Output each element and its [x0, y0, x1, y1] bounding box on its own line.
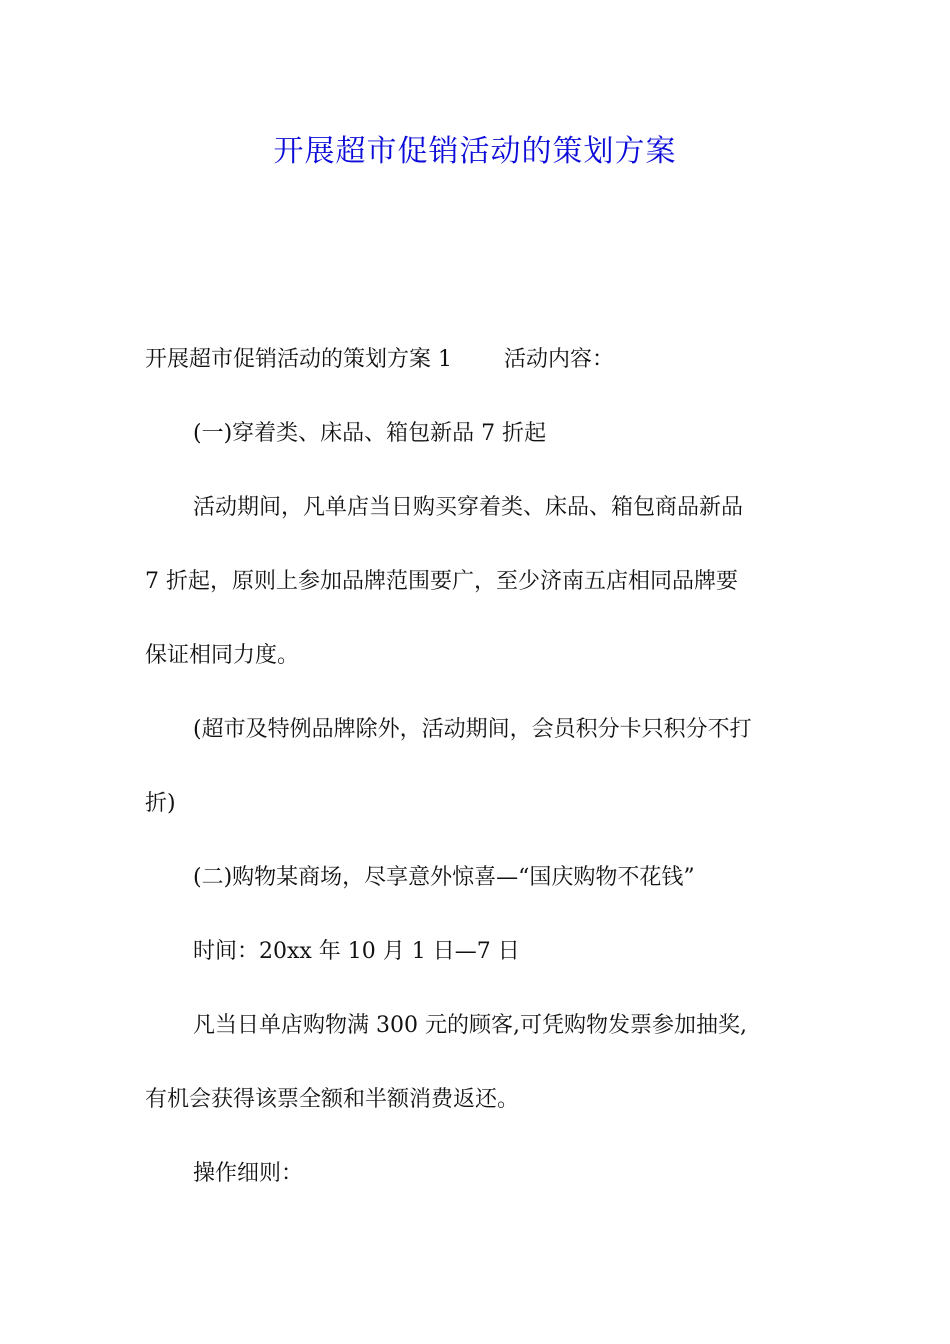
- paragraph-line: 操作细则：: [193, 1161, 304, 1186]
- paragraph-line: [145, 335, 810, 409]
- paragraph-line: 保证相同力度。: [145, 643, 300, 668]
- paragraph-line: 折): [145, 791, 176, 816]
- section-heading: 开展超市促销活动的策划方案 1: [145, 347, 452, 372]
- paragraph-line: (一)穿着类、床品、箱包新品 7 折起: [193, 421, 547, 446]
- paragraph-line: 活动期间，凡单店当日购买穿着类、床品、箱包商品新品: [193, 495, 744, 520]
- paragraph-line: 有机会获得该票全额和半额消费返还。: [145, 1087, 520, 1112]
- activity-content-label: 活动内容：: [504, 347, 615, 372]
- paragraph-line: (超市及特例品牌除外，活动期间，会员积分卡只积分不打: [193, 717, 752, 742]
- paragraph-line: 7 折起，原则上参加品牌范围要广，至少济南五店相同品牌要: [145, 569, 738, 594]
- paragraph-line: 时间：20xx 年 10 月 1 日—7 日: [193, 939, 520, 964]
- paragraph-line: (二)购物某商场，尽享意外惊喜—“国庆购物不花钱”: [193, 865, 695, 890]
- document-body: [145, 335, 810, 1223]
- paragraph-line: 凡当日单店购物满 300 元的顾客,可凭购物发票参加抽奖,: [193, 1013, 747, 1038]
- document-title: 开展超市促销活动的策划方案: [273, 134, 677, 169]
